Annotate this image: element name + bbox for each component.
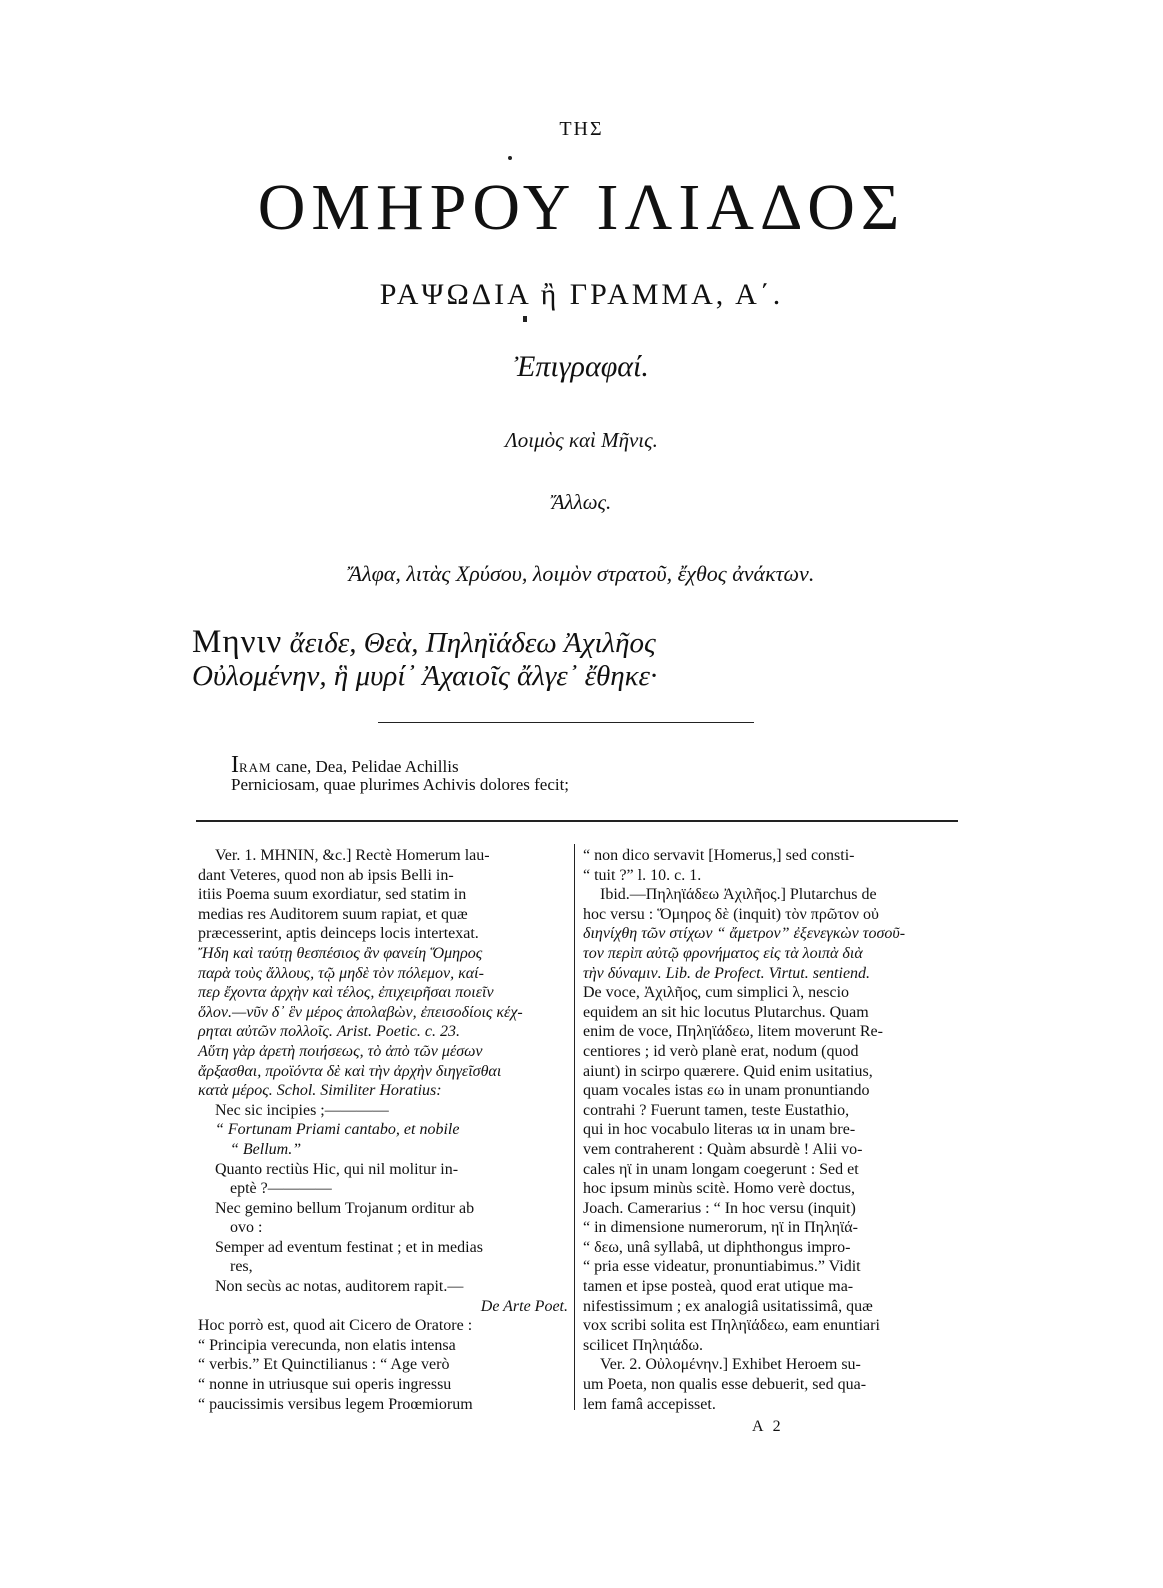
note-line: “ nonne in utriusque sui operis ingressu — [198, 1376, 452, 1394]
verse-quote-line: eptè ?———— — [230, 1180, 332, 1198]
note-line: τὴν δύναμιν. Lib. de Profect. Virtut. sentiend. — [583, 964, 871, 982]
note-line: aiunt) in scirpo quærere. Quid enim usitatius, — [583, 1062, 873, 1080]
note-line: διηνίχθη τῶν στίχων “ ἄμετρον” ἐξενεγκὼν τοσοῦ- — [583, 925, 906, 943]
note-line: Ver. 1. ΜΗΝΙΝ, &c.] Rectè Homerum lau- — [215, 847, 490, 864]
greek-verse-line-1-text: ἄειδε, Θεὰ, Πηληϊάδεω Ἀχιλῆος — [282, 627, 656, 659]
note-line: “ in dimensione numerorum, ηϊ in Πηληϊά- — [583, 1219, 858, 1237]
note-line: “ paucissimis versibus legem Proœmiorum — [198, 1395, 473, 1413]
note-line: “ δεω, unâ syllabâ, ut diphthongus impro- — [583, 1238, 851, 1256]
epigraph-alt-heading: Ἄλλως. — [551, 490, 612, 514]
note-line: ὅλον.—νῦν δ᾽ ἓν μέρος ἀπολαβὼν, ἐπεισοδίοις κέχ- — [198, 1003, 523, 1021]
ink-mark — [523, 316, 527, 322]
note-line: ἄρξασθαι, προϊόντα δὲ καὶ τὴν ἀρχὴν διηγεῖσθαι — [198, 1062, 502, 1080]
note-line: παρὰ τοὺς ἄλλους, τῷ μηδὲ τὸν πόλεμον, καί- — [198, 964, 484, 982]
note-line: equidem an sit hic locutus Plutarchus. Quam — [583, 1003, 869, 1021]
note-line: dant Veteres, quod non ab ipsis Belli in- — [198, 866, 454, 884]
note-line: “ pria esse videatur, pronuntiabimus.” Vidit — [583, 1258, 861, 1276]
divider-short — [378, 722, 754, 723]
latin-verse-line-1-text: cane, Dea, Pelidae Achillis — [271, 757, 459, 776]
verse-quote-line: Nec gemino bellum Trojanum orditur ab — [215, 1199, 475, 1217]
note-line: hoc versu : Ὅμηρος δὲ (inquit) τὸν πρῶτον οὐ — [583, 905, 879, 923]
note-line: περ ἔχοντα ἀρχὴν καὶ τέλος, ἐπιχειρῆσαι ποιεῖν — [198, 984, 494, 1002]
note-line: Ibid.—Πηληϊάδεω Ἀχιλῆος.] Plutarchus de — [600, 886, 877, 904]
latin-small-caps: RAM — [239, 760, 272, 775]
epigraph-2: Ἄλφα, λιτὰς Χρύσου, λοιμὸν στρατοῦ, ἔχθος ἀνάκτων. — [348, 561, 815, 586]
note-line: medias res Auditorem suum rapiat, et quæ — [198, 905, 468, 923]
note-line: “ non dico servavit [Homerus,] sed consti- — [583, 847, 855, 864]
note-line: tamen et ipse posteà, quod erat utique ma- — [583, 1278, 854, 1296]
verse-quote-line: Non secùs ac notas, auditorem rapit.— — [215, 1278, 464, 1296]
note-line: vem contraherent : Quàm absurdè ! Alii vo- — [583, 1140, 863, 1158]
greek-verse-line-2: Οὐλομένην, ἣ μυρί᾽ Ἀχαιοῖς ἄλγε᾽ ἔθηκε· — [192, 660, 658, 692]
note-line: Ver. 2. Οὐλομένην.] Exhibet Heroem su- — [600, 1356, 861, 1374]
note-line: ρηται αὐτῶν πολλοῖς. Arist. Poetic. c. 23. — [198, 1023, 460, 1041]
verse-quote-line: Quanto rectiùs Hic, qui nil molitur in- — [215, 1160, 459, 1178]
epigraph-1: Λοιμὸς καὶ Μῆνις. — [505, 428, 658, 452]
note-line: nifestissimum ; ex analogiâ usitatissimâ, quæ — [583, 1297, 873, 1315]
greek-verse-initial: Μηνιν — [192, 624, 283, 660]
note-line: vox scribi solita est Πηληϊάδεω, eam enuntiari — [583, 1317, 880, 1335]
column-divider — [574, 844, 575, 1410]
verse-source: De Arte Poet. — [480, 1297, 568, 1315]
ink-dot — [508, 156, 512, 160]
note-line: “ Principia verecunda, non elatis intensa — [198, 1336, 456, 1354]
signature-mark: A 2 — [752, 1418, 784, 1435]
note-line: hoc ipsum minùs scitè. Homo verè doctus, — [583, 1180, 855, 1198]
verse-quote-line: Nec sic incipies ;———— — [215, 1101, 389, 1119]
note-line: Joach. Camerarius : “ In hoc versu (inquit) — [583, 1199, 856, 1217]
page-title: ΟΜΗΡΟΥ ΙΛΙΑΔΟΣ — [257, 171, 906, 244]
note-line: um Poeta, non qualis esse debuerit, sed qua- — [583, 1376, 867, 1394]
epigraphs-heading: Ἐπιγραφαί. — [514, 350, 649, 383]
note-line: De voce, Ἀχιλῆος, cum simplici λ, nescio — [583, 984, 850, 1002]
note-line: Αὕτη γὰρ ἀρετὴ ποιήσεως, τὸ ἀπὸ τῶν μέσων — [198, 1042, 483, 1060]
article-greek: ΤΗΣ — [559, 118, 604, 140]
notes-right-column — [583, 846, 959, 1414]
note-line: lem famâ accepisset. — [583, 1395, 716, 1413]
latin-drop-initial: I — [231, 752, 239, 778]
note-line: centiores ; id verò planè erat, nodum (quod — [583, 1042, 859, 1060]
latin-verse-line-2: Perniciosam, quae plurimes Achivis dolores fecit; — [231, 775, 570, 794]
note-line: “ verbis.” Et Quinctilianus : “ Age verò — [198, 1356, 450, 1374]
note-line: contrahi ? Fuerunt tamen, teste Eustathio, — [583, 1101, 850, 1119]
note-line: τον περὶπ αὐτῷ φρονήματος εἰς τὰ λοιπὰ διὰ — [583, 944, 863, 962]
greek-verse-line-1 — [192, 624, 656, 661]
note-line: præcesserint, aptis deinceps locis intertexat. — [198, 925, 479, 943]
note-line: quam vocales istas εω in unam pronuntiando — [583, 1082, 870, 1100]
verse-quote-line: Semper ad eventum festinat ; et in medias — [215, 1238, 483, 1256]
note-line: enim de voce, Πηληϊάδεω, litem moverunt Re- — [583, 1023, 883, 1041]
note-line: κατὰ μέρος. Schol. Similiter Horatius: — [198, 1082, 442, 1100]
note-line: qui in hoc vocabulo literas ια in unam bre- — [583, 1121, 856, 1139]
notes-left-column — [198, 846, 568, 1414]
note-line: Hoc porrò est, quod ait Cicero de Oratore : — [198, 1317, 473, 1335]
verse-quote-line: res, — [230, 1258, 253, 1276]
verse-quote-line: “ Fortunam Priami cantabo, et nobile — [215, 1121, 460, 1139]
note-line: itiis Poema suum exordiatur, sed statim in — [198, 886, 467, 904]
note-line: scilicet Πηληιάδω. — [583, 1336, 703, 1354]
book-heading: ΡΑΨΩΔΙΑ ἢ ΓΡΑΜΜΑ, Α΄. — [379, 278, 784, 311]
note-line: cales ηϊ in unam longam coegerunt : Sed et — [583, 1160, 859, 1178]
divider-long — [196, 820, 958, 822]
verse-quote-line: ovo : — [230, 1219, 263, 1237]
verse-quote-line: “ Bellum.” — [230, 1140, 302, 1158]
note-line: “ tuit ?” l. 10. c. 1. — [583, 866, 702, 884]
note-line: Ἤδη καὶ ταύτῃ θεσπέσιος ἂν φανείη Ὅμηρος — [198, 944, 483, 962]
